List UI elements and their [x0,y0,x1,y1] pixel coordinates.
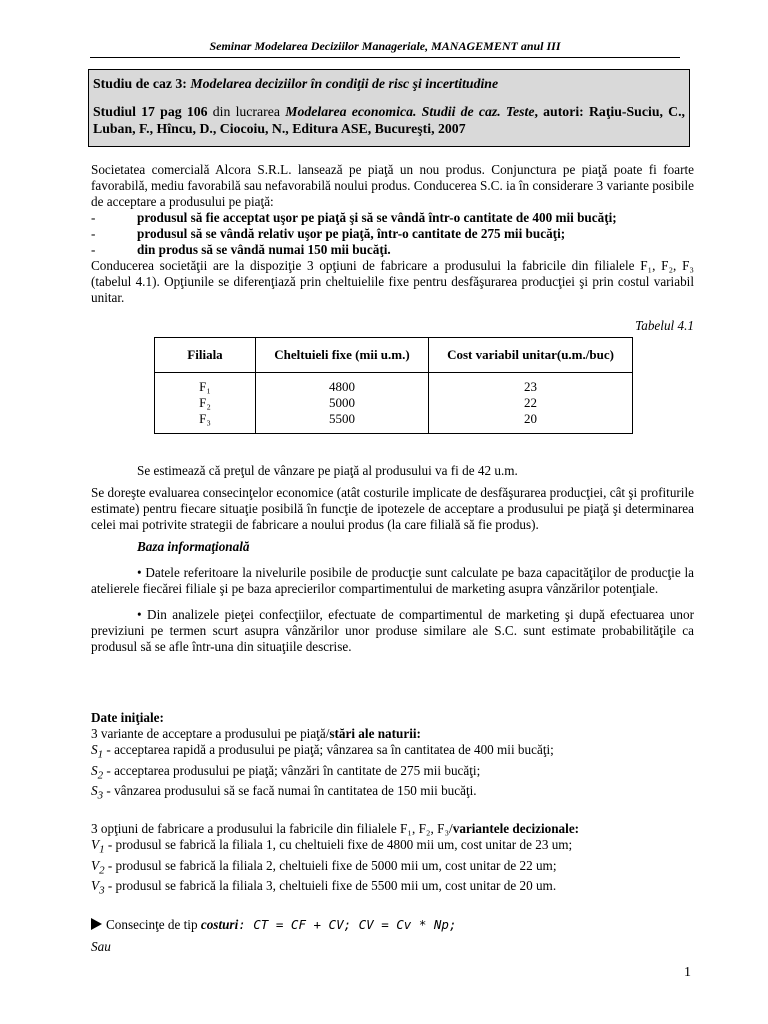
work-title: Modelarea economica. Studii de caz. Teste [285,104,535,119]
authors: , autori: Raţiu-Suciu, C., Luban, F., Hîncu, D., Ciocoiu, N., Editura ASE, Bucureşti, 2007 [93,104,685,136]
baza-title: Baza informaţională [137,539,250,554]
study-ref: Studiul 17 pag 106 [93,104,208,119]
state-item: $S_2$ - acceptarea produsului pe piaţă; vânzări în cantitate de 275 mii bucăţi; [91,762,481,782]
baza-paragraph-1: • Datele referitoare la nivelurile posibile de producţie sunt calculate pe baza capacităţilor de producţie la atelierele fiecărei filiale şi pe baza aprecierilor compartimentului de marketing asupra vânzărilor potenţiale. [91,565,694,596]
initial-data-section [91,710,694,955]
table-cell: 23 22 20 [429,373,633,434]
pointer-triangle-icon [91,918,102,930]
case-label: Studiu de caz 3: [93,76,187,91]
col-header: Cost variabil unitar(u.m./buc) [429,338,633,373]
consequences-line: Consecinţe de tip costuri: CT = CF + CV; CV = Cv * Np; [91,917,694,933]
case-title: Modelarea deciziilor în condiţii de risc şi incertitudine [190,76,499,91]
list-item: - din produs să se vândă numai 150 mii bucăţi. [91,242,391,257]
state-item: $S_1$ - acceptarea rapidă a produsului pe piaţă; vânzarea sa în cantitatea de 400 mii bucăţi; [91,742,554,761]
case-title-line [93,75,685,92]
col-header: Filiala [155,338,256,373]
list-item: - produsul să fie acceptat uşor pe piaţă şi să se vândă într-o cantitate de 400 mii bucăţi; [91,210,617,225]
sau-text: Sau [91,938,111,954]
branches-table [154,337,633,434]
price-paragraph: Se estimează că preţul de vânzare pe piaţă al produsului va fi de 42 u.m. [137,463,518,478]
table-cell: 4800 5000 5500 [256,373,429,434]
states-intro-line: 3 variante de acceptare a produsului pe piaţă/stări ale naturii: [91,726,421,741]
baza-paragraph-2: • Din analizele pieţei confecţiilor, efectuate de compartimentul de marketing şi după efectuarea unor previziuni pe termen scurt asupra vânzărilor unor produse similare ale S.C. sunt estimate probabilităţile ca produsul să se afle într-una din situaţiile descrise. [91,607,694,654]
date-title: Date iniţiale: [91,710,164,725]
table-caption: Tabelul 4.1 [635,318,694,333]
body-section [91,463,694,655]
case-reference [93,103,685,137]
page-number: 1 [684,965,691,980]
evaluation-paragraph: Se doreşte evaluarea consecinţelor economice (atât costurile implicate de desfăşurarea producţiei, cât şi profiturile estimate) pentru fiecare situaţie posibilă în funcţie de ipotezele de acceptare a produsului pe piaţă şi determinarea celei mai potrivite strategii de fabricare a noului produs (la care filială să fie produs). [91,485,694,532]
intro-section [91,162,694,306]
intro-paragraph: Societatea comercială Alcora S.R.L. lansează pe piaţă un nou produs. Conjunctura pe piaţă poate fi foarte favorabilă, mediu favorabilă sau nefavorabilă noului produs. Conducerea S.C. ia în considerare 3 variante posibile de acceptare a produsului pe piaţă: [91,162,694,209]
decision-item: $V_3$ - produsul se fabrică la filiala 3, cheltuieli fixe de 5500 mii um, cost unitar de 20 um. [91,878,557,897]
decision-item: $V_2$ - produsul se fabrică la filiala 2, cheltuieli fixe de 5000 mii um, cost unitar de 22 um; [91,857,557,877]
decisions-intro-line: 3 opţiuni de fabricare a produsului la fabricile din filialele F₁, F₂, F₃/variantele decizionale: [91,820,580,836]
running-header: Seminar Modelarea Deciziilor Manageriale, MANAGEMENT anul III [90,38,680,58]
state-item: $S_3$ - vânzarea produsului să se facă numai în cantitatea de 150 mii bucăţi. [91,783,477,802]
decision-item: $V_1$ - produsul se fabrică la filiala 1, cu cheltuieli fixe de 4800 mii um, cost unitar de 23 um; [91,836,573,856]
from-work: din lucrarea [212,104,280,119]
options-paragraph: Conducerea societăţii are la dispoziţie 3 opţiuni de fabricare a produsului la fabricile din filialele F₁, F₂, F₃ (tabelul 4.1). Opţiunile se diferenţiază prin cheltuielile fixe pentru desfăşurarea producţiei şi prin costul variabil unitar. [91,258,694,305]
table-cell: F₁ F₂ F₃ [155,373,256,434]
col-header: Cheltuieli fixe (mii u.m.) [256,338,429,373]
list-item: - produsul să se vândă relativ uşor pe piaţă, într-o cantitate de 275 mii bucăţi; [91,226,566,241]
case-study-box [88,69,690,147]
